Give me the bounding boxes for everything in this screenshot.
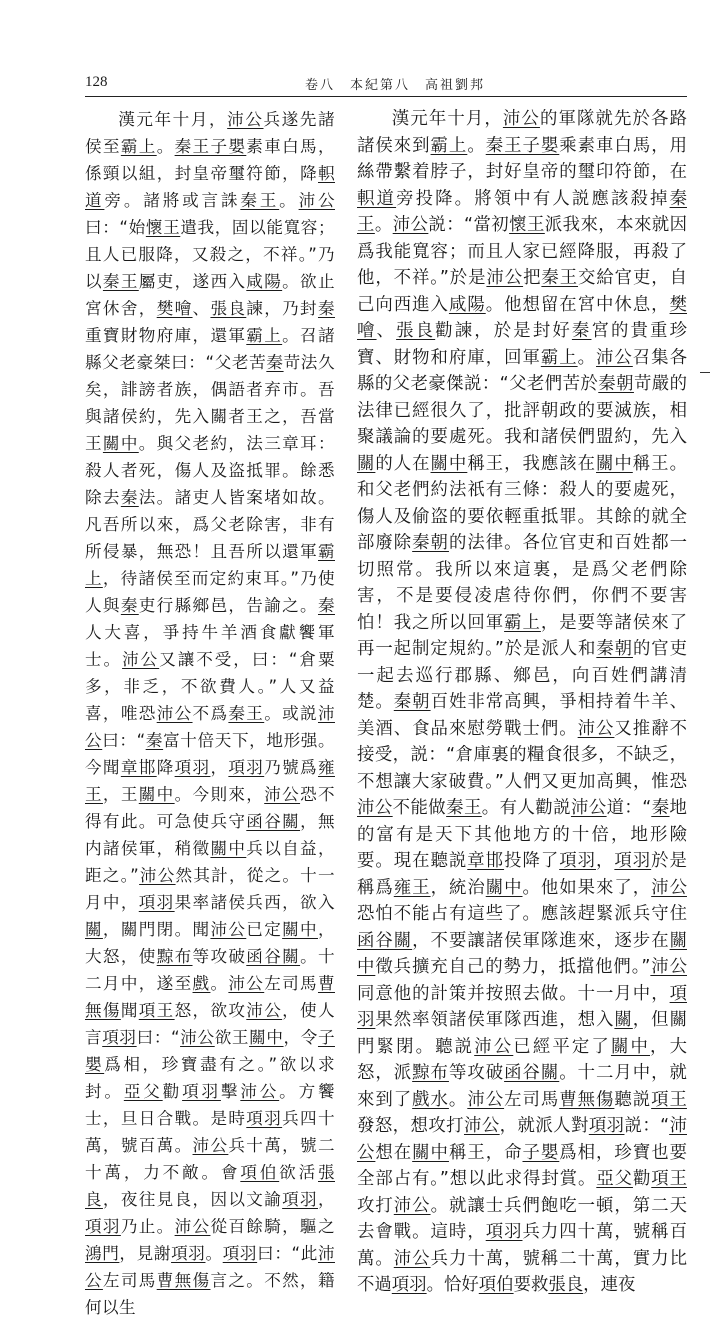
text-run: ，大怒，使 — [85, 920, 335, 966]
text-run: 已定 — [246, 920, 283, 939]
proper-name: 沛公 — [246, 1001, 283, 1020]
text-run: 漢元年十月， — [391, 109, 503, 129]
text-run: ，連夜 — [583, 1275, 636, 1295]
proper-name: 項羽 — [614, 851, 652, 871]
text-run: 於是稱爲 — [357, 851, 687, 898]
proper-name: 張良 — [396, 321, 436, 341]
translation-paragraph — [357, 106, 687, 1299]
proper-name: 鴻門 — [85, 1244, 120, 1263]
text-run: 。 — [156, 137, 175, 156]
text-run: 、 — [376, 321, 397, 341]
text-run: 的官吏一起去巡行郡縣、鄉邑，向百姓們講清楚。 — [357, 639, 687, 712]
text-run: 説：“當初 — [428, 215, 510, 235]
proper-name: 沛公 — [393, 1248, 431, 1269]
proper-name: 懷王 — [145, 218, 181, 237]
text-run: ，使人言 — [85, 1001, 335, 1047]
text-run: 同意他的計策并按照去做。十一月中， — [357, 983, 670, 1004]
text-run: 已經平定了 — [513, 1036, 611, 1057]
proper-name: 黥布 — [412, 1063, 449, 1083]
proper-name: 沛公 — [570, 798, 607, 818]
proper-name: 子嬰 — [85, 1028, 335, 1074]
proper-name: 沛公 — [651, 877, 687, 898]
proper-name: 秦 — [266, 353, 284, 372]
proper-name: 黥布 — [156, 947, 193, 966]
text-run: 吏行縣鄉邑，告諭之。 — [138, 596, 318, 615]
proper-name: 項伯 — [240, 1163, 280, 1182]
proper-name: 項羽 — [138, 893, 175, 912]
proper-name: 關中 — [430, 453, 468, 474]
text-run: 。 — [467, 135, 486, 156]
proper-name: 秦王 — [541, 268, 579, 288]
text-run: 。 — [577, 347, 597, 368]
proper-name: 沛公 — [174, 1217, 211, 1236]
text-run: 。方饗士，旦日合戰。是時 — [85, 1082, 335, 1128]
text-run: 。今則來， — [174, 785, 265, 804]
text-run: 兵力四十萬，號稱百萬。 — [357, 1222, 687, 1269]
proper-name: 關中 — [357, 930, 687, 977]
text-run: 派我來，本來就因爲我能寬容；而且人家已經降服，再殺了他，不祥。”於是 — [357, 215, 687, 288]
proper-name: 函谷關 — [357, 930, 413, 951]
text-run: 的人在 — [375, 453, 431, 474]
proper-name: 關 — [357, 453, 376, 474]
text-run: 把 — [523, 268, 542, 288]
text-run: ，王 — [102, 785, 139, 804]
text-run: 勸 — [632, 1169, 652, 1189]
text-run: 降 — [156, 758, 175, 777]
proper-name: 關中 — [610, 1036, 651, 1057]
text-run: 。 — [210, 974, 229, 993]
proper-name: 項羽 — [228, 758, 265, 777]
proper-name: 霸上 — [540, 347, 578, 368]
proper-name: 關中 — [412, 1142, 449, 1163]
proper-name: 秦 — [120, 596, 139, 615]
text-run: 擊 — [220, 1082, 241, 1101]
proper-name: 沛公 — [210, 920, 247, 939]
proper-name: 關中 — [249, 1028, 284, 1047]
proper-name: 霸上 — [120, 137, 157, 156]
header-rule — [85, 96, 687, 97]
proper-name: 雍王 — [393, 877, 431, 898]
text-run: 稱王。和父老們約法祇有三條：殺人的要處死，傷人及偷盗的要依輕重抵罪。其餘的就全部廢除 — [357, 453, 687, 553]
proper-name: 項羽 — [282, 1190, 318, 1209]
proper-name: 子嬰 — [522, 1142, 560, 1163]
proper-name: 咸陽 — [246, 272, 283, 291]
text-run: 乘素車白馬，用絲帶繫着脖子，封好皇帝的璽印符節，在 — [357, 135, 687, 182]
running-head: 卷八 本紀第八 高祖劉邦 — [305, 78, 486, 93]
text-run: 。欲止宮休舍， — [85, 272, 335, 318]
proper-name: 沛公 — [486, 268, 524, 288]
text-run: 。他如果來了， — [522, 877, 652, 898]
proper-name: 項伯 — [478, 1275, 514, 1295]
proper-name: 關中 — [485, 877, 523, 898]
text-run: 言之。不然，籍何以生 — [85, 1271, 335, 1317]
proper-name: 項羽 — [174, 758, 211, 777]
text-run: 諫，乃封 — [246, 299, 318, 318]
proper-name: 沛公 — [577, 718, 615, 739]
text-run: 勸諫，於是封好 — [435, 321, 572, 341]
text-run: 旁。諸將或言誅 — [104, 191, 241, 210]
proper-name: 霸上 — [504, 612, 541, 633]
proper-name: 秦王 — [228, 704, 265, 723]
text-run: 曰：“ — [102, 731, 146, 750]
proper-name: 關 — [85, 920, 103, 939]
text-run: 果然率領諸侯軍隊西進，想入 — [375, 1010, 615, 1030]
proper-name: 亞父 — [596, 1169, 633, 1189]
proper-name: 咸陽 — [448, 294, 486, 315]
proper-name: 項羽 — [171, 1244, 206, 1263]
proper-name: 沛公 — [474, 1036, 514, 1057]
proper-name: 沛公 — [227, 110, 264, 129]
text-run: 兵十萬，號二十萬，力不敵。會 — [85, 1136, 335, 1182]
proper-name: 項羽 — [246, 1109, 283, 1128]
text-run: 爲相，珍寶盡有之。”欲以求封。 — [85, 1055, 335, 1101]
proper-name: 沛公 — [357, 798, 393, 818]
text-run: 要救 — [513, 1275, 549, 1295]
proper-name: 戲水 — [412, 1089, 449, 1110]
proper-name: 秦 — [317, 596, 335, 615]
text-run: 。有人勸説 — [481, 798, 571, 818]
proper-name: 沛公 — [156, 704, 193, 723]
proper-name: 雍王 — [85, 758, 335, 804]
text-run: 。十二月中，就來到了 — [357, 1063, 687, 1110]
proper-name: 沛公 — [85, 704, 335, 750]
text-run: 。或説 — [264, 704, 318, 723]
proper-name: 秦王 — [446, 798, 482, 818]
text-run: ，待諸侯至而定約束耳。”乃使人與 — [85, 569, 335, 615]
proper-name: 沛公 — [122, 650, 160, 669]
proper-name: 沛公 — [298, 191, 335, 210]
proper-name: 項王 — [651, 1089, 687, 1110]
proper-name: 秦朝 — [598, 374, 634, 394]
text-run: 。十二月中，遂至 — [85, 947, 335, 993]
text-run: 苛法久矣，誹謗者族，偶語者弃市。吾與諸侯約，先入關者王之，吾當王 — [85, 353, 335, 453]
proper-name: 霸上 — [246, 326, 283, 345]
text-run: 。與父老約，法三章耳：殺人者死，傷人及盗抵罪。餘悉除去 — [85, 434, 335, 507]
proper-name: 霸上 — [430, 135, 468, 156]
text-run: 。 — [279, 191, 299, 210]
proper-name: 沛公 — [467, 1089, 505, 1110]
proper-name: 懷王 — [509, 215, 545, 235]
text-run: 乃號爲 — [264, 758, 318, 777]
text-run: 漢元年十月， — [118, 110, 228, 129]
text-run: 百姓非常高興，爭相持着牛羊、美酒、食品來慰勞戰士們。 — [357, 692, 687, 739]
text-run: ，是要等諸侯來了再一起制定規約。”於是派人和 — [357, 612, 687, 659]
text-run: 怒，欲攻 — [174, 1001, 247, 1020]
proper-name: 章邯 — [120, 758, 157, 777]
proper-name: 項羽 — [588, 1116, 625, 1136]
text-run: 等攻破 — [448, 1063, 505, 1083]
proper-name: 張良 — [85, 1163, 335, 1209]
proper-name: 亞父 — [123, 1082, 163, 1101]
proper-name: 沛公 — [357, 1116, 687, 1163]
text-run: 人大喜，爭持牛羊酒食獻饗軍士。 — [85, 623, 335, 669]
proper-name: 沛公 — [596, 347, 633, 368]
proper-name: 秦朝 — [596, 639, 633, 659]
proper-name: 項羽 — [222, 1244, 258, 1263]
text-run: 。他想留在宮中休息， — [485, 294, 670, 315]
text-run: 恐怕不能占有這些了。應該趕緊派兵守住 — [357, 904, 687, 924]
text-run: 的軍隊就先於各路諸侯來到 — [357, 109, 687, 156]
proper-name: 樊噲 — [156, 299, 193, 318]
proper-name: 沛公 — [139, 866, 176, 885]
text-run: 素車白馬，係頸以組，封皇帝璽符節，降 — [85, 137, 335, 183]
text-run: 富十倍天下，地形强。今聞 — [85, 731, 335, 777]
text-run: 法。諸吏人皆案堵如故。凡吾所以來，爲父老除害，非有所侵暴，無恐！且吾所以還軍 — [85, 488, 335, 561]
classical-text-column — [85, 106, 335, 1321]
text-run: 説：“ — [624, 1116, 670, 1136]
text-run: 兵以自益，距之。” — [85, 839, 335, 885]
text-run: 。就讓士兵們飽吃一頓，第二天去會戰。這時， — [357, 1195, 687, 1242]
proper-name: 秦 — [571, 321, 592, 341]
proper-name: 沛公 — [650, 957, 687, 977]
text-run: 不爲 — [192, 704, 229, 723]
text-run: 屬吏，遂西入 — [138, 272, 247, 291]
text-run: 兵四十萬，號百萬。 — [85, 1109, 335, 1155]
text-run: 的法律。各位官吏和百姓都一切照常。我所以來這裏，是爲父老們除害，不是要侵凌虐待你們，你們不要害怕！我之所以回軍 — [357, 533, 687, 633]
proper-name: 沛公 — [502, 109, 540, 129]
text-run: 從百餘騎，驅之 — [210, 1217, 335, 1236]
proper-name: 子嬰 — [522, 135, 560, 156]
proper-name: 項羽 — [85, 1217, 121, 1236]
text-run: 曰：“ — [136, 1028, 181, 1047]
text-run: 欲王 — [214, 1028, 250, 1047]
text-run: ， — [317, 1190, 335, 1209]
text-run: 交給官吏，自己向西進入 — [357, 268, 687, 315]
proper-name: 沛公 — [228, 974, 265, 993]
proper-name: 項王 — [651, 1169, 687, 1189]
proper-name: 沛公 — [392, 215, 429, 235]
proper-name: 關中 — [102, 434, 139, 453]
text-run: ，令 — [283, 1028, 318, 1047]
text-run: 欲活 — [279, 1163, 319, 1182]
proper-name: 戲 — [192, 974, 211, 993]
proper-name: 曹無傷 — [559, 1089, 615, 1110]
proper-name: 秦朝 — [412, 533, 449, 553]
text-run: ，夜往見良，因以文諭 — [102, 1190, 283, 1209]
text-run: 左司馬 — [102, 1271, 157, 1290]
text-run: 稱王，命 — [448, 1142, 523, 1163]
proper-name: 項羽 — [102, 1028, 137, 1047]
text-run: 乃止。 — [120, 1217, 175, 1236]
text-run: 旁投降。將領中有人説應該殺掉 — [396, 188, 670, 209]
text-run: ，就派人對 — [499, 1116, 589, 1136]
proper-name: 秦王 — [485, 135, 523, 156]
proper-name: 秦王 — [102, 272, 139, 291]
proper-name: 秦朝 — [393, 692, 431, 712]
proper-name: 曹無傷 — [85, 974, 335, 1020]
text-run: ，關門閉。聞 — [102, 920, 211, 939]
proper-name: 曹無傷 — [156, 1271, 211, 1290]
proper-name: 函谷關 — [504, 1063, 560, 1083]
text-run: 左司馬 — [504, 1089, 560, 1110]
proper-name: 關中 — [596, 453, 633, 474]
margin-mark — [700, 372, 710, 373]
proper-name: 沛公 — [85, 1244, 335, 1290]
text-run: ，見謝 — [119, 1244, 172, 1263]
text-run: 恐不得有此。可急使兵守 — [85, 785, 335, 831]
text-run: 攻打 — [357, 1195, 394, 1216]
text-run: 曰：“始 — [85, 218, 146, 237]
proper-name: 章邯 — [467, 851, 505, 871]
text-run: 不能做 — [392, 798, 447, 818]
proper-name: 函谷關 — [246, 947, 301, 966]
proper-name: 秦 — [651, 798, 670, 818]
text-run: 爲相，珍寶也要全部占有。”想以此求得封賞。 — [357, 1142, 687, 1189]
proper-name: 項羽 — [559, 851, 596, 871]
text-run: ，統治 — [430, 877, 486, 898]
proper-name: 秦王 — [357, 188, 687, 235]
text-run: 曰：“此 — [257, 1244, 318, 1263]
proper-name: 秦 — [145, 731, 164, 750]
proper-name: 沛公 — [180, 1028, 215, 1047]
text-run: ，但關門緊閉。聽説 — [357, 1010, 687, 1057]
text-run: 等攻破 — [192, 947, 247, 966]
text-run: 、 — [192, 299, 211, 318]
proper-name: 秦 — [120, 488, 139, 507]
proper-name: 關中 — [138, 785, 175, 804]
text-run: 兵遂先諸侯至 — [85, 110, 335, 156]
classical-text-paragraph — [85, 106, 335, 1321]
proper-name: 沛公 — [192, 1136, 229, 1155]
proper-name: 關 — [614, 1010, 633, 1030]
text-run: 稱王，我應該在 — [467, 453, 597, 474]
text-run: 苛嚴的法律已經很久了，批評朝政的要滅族，相聚議論的要處死。我和諸侯們盟約，先入 — [357, 374, 687, 447]
text-run: 果率諸侯兵西，欲入 — [174, 893, 335, 912]
proper-name: 張良 — [548, 1275, 584, 1295]
proper-name: 樊噲 — [357, 294, 687, 341]
proper-name: 項羽 — [357, 983, 687, 1030]
text-run: 聞 — [120, 1001, 139, 1020]
proper-name: 函谷關 — [246, 812, 301, 831]
text-run: ， — [595, 851, 615, 871]
text-run: 投降了 — [504, 851, 560, 871]
text-run: ，無内諸侯軍，稍徵 — [85, 812, 335, 858]
text-run: 。召諸縣父老豪桀曰：“父老苦 — [85, 326, 335, 372]
text-run: 左司馬 — [264, 974, 318, 993]
proper-name: 項羽 — [485, 1222, 523, 1242]
text-run: 勸 — [162, 1082, 183, 1101]
text-run: 重寶財物府庫，還軍 — [85, 326, 247, 345]
proper-name: 秦王 — [174, 137, 211, 156]
text-run: 聽説 — [614, 1089, 652, 1110]
text-run: ，不要讓諸侯軍隊進來，逐步在 — [412, 930, 670, 951]
text-run: 又推辭不接受，説：“倉庫裏的糧食很多，不缺乏，不想讓大家破費。”人們又更加高興，惟恐 — [357, 718, 687, 792]
text-run: 。恰好 — [426, 1275, 479, 1295]
proper-name: 項羽 — [182, 1082, 221, 1101]
proper-name: 秦 — [317, 299, 335, 318]
text-run: 。 — [374, 215, 393, 235]
proper-name: 霸上 — [85, 542, 335, 588]
text-run: 。 — [448, 1089, 468, 1110]
proper-name: 關中 — [282, 920, 318, 939]
page-number: 128 — [85, 74, 108, 90]
proper-name: 軹道 — [85, 164, 335, 210]
text-run: ， — [210, 758, 229, 777]
translation-column — [357, 106, 687, 1299]
proper-name: 沛公 — [463, 1116, 500, 1136]
text-run: 地的富有是天下其他地方的十倍，地形險要。現在聽説 — [357, 798, 687, 871]
text-run: 又讓不受，曰：“倉粟多，非乏，不欲費人。”人又益喜，唯恐 — [85, 650, 335, 723]
proper-name: 張良 — [210, 299, 247, 318]
proper-name: 秦王 — [240, 191, 280, 210]
proper-name: 沛公 — [393, 1195, 431, 1216]
text-run: 發怒，想攻打 — [357, 1116, 464, 1136]
text-run: 。 — [205, 1244, 223, 1263]
proper-name: 子嬰 — [210, 137, 247, 156]
proper-name: 沛公 — [240, 1082, 280, 1101]
proper-name: 關中 — [210, 839, 247, 858]
text-run: 遣我，固以能寬容；且人已服降，又殺之，不祥。”乃以 — [85, 218, 335, 291]
proper-name: 軹道 — [357, 188, 397, 209]
text-run: 徵兵擴充自己的勢力，抵擋他們。” — [375, 957, 651, 977]
text-run: 想在 — [375, 1142, 413, 1163]
proper-name: 沛公 — [264, 785, 301, 804]
text-run: 兵力十萬，號稱二十萬，實力比不過 — [357, 1248, 687, 1295]
page-header — [85, 70, 687, 96]
text-run: 召集各縣的父老豪傑説：“父老們苦於 — [357, 347, 687, 394]
text-run: ，大怒，派 — [357, 1036, 687, 1083]
text-run: 宮的貴重珍寶、財物和府庫，回軍 — [357, 321, 687, 368]
proper-name: 項王 — [138, 1001, 175, 1020]
text-run: 然其計，從之。十一月中， — [85, 866, 335, 912]
proper-name: 項羽 — [391, 1275, 427, 1295]
text-run: 道：“ — [606, 798, 652, 818]
